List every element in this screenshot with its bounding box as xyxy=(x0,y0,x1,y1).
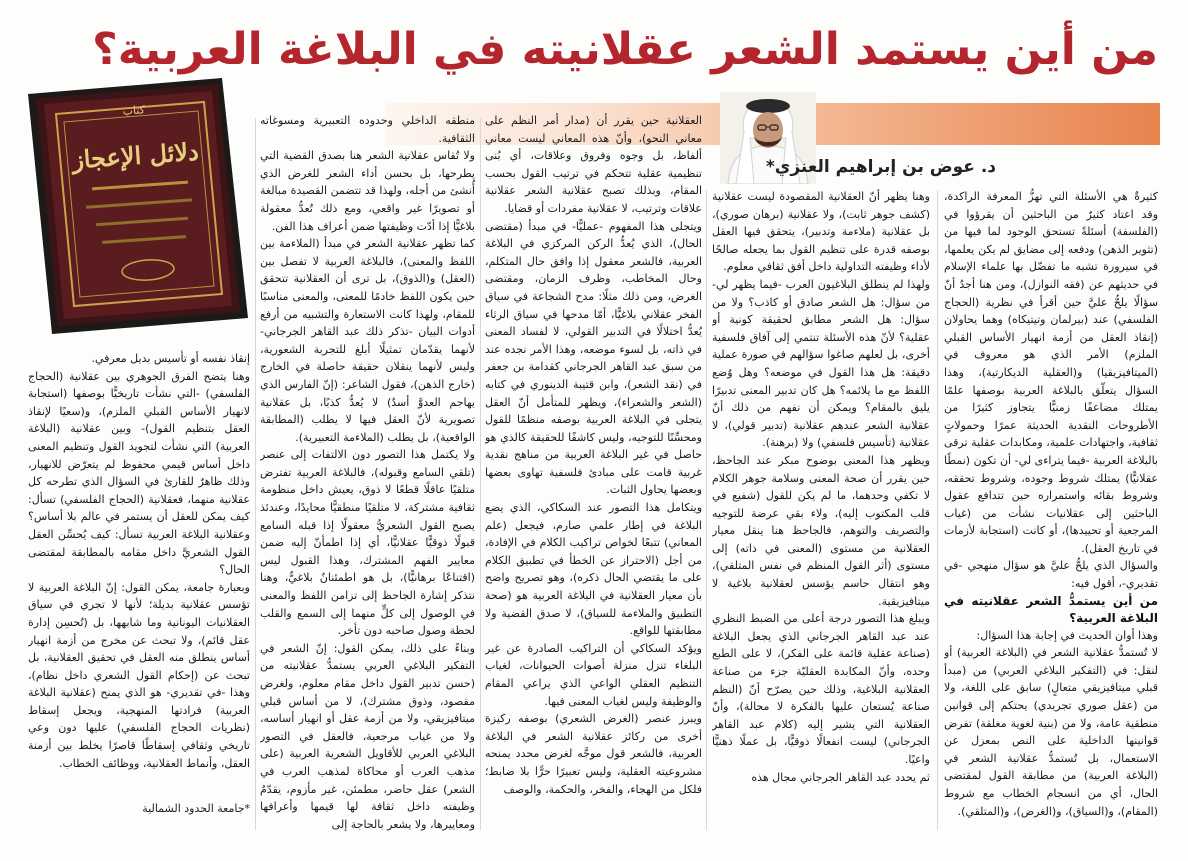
paragraph: ويؤكد السكاكي أن التراكيب الصادرة عن غير البلغاء تنزل منزلة أصوات الحيوانات، لغياب التنظيم العقلي الواعي الذي يراعي المقام والوظيفة وليس لغياب المعنى فيها. xyxy=(485,641,702,708)
paragraph: ثم يحدد عبد القاهر الجرجاني مجال هذه xyxy=(751,770,930,784)
headline: من أين يستمد الشعر عقلانيته في البلاغة العربية؟ xyxy=(92,24,1158,75)
column-divider xyxy=(255,118,256,830)
paragraph: وهنا يتضح الفرق الجوهري بين عقلانية (الحجاج الفلسفي) -التي نشأت تاريخيًّا بوصفها (استجابة لانهيار الأساس القبلي الملزم)، و(سعيًا لإنقاذ العقل بتنظيم القول)- وبين عقلانية (البلاغة العربية) التي نشأت لتجويد القول وتنظيم المعنى داخل أساس قيمي محفوظ لم يتعرّض للانهيار، وذلك ظاهرٌ للقارئ في السؤال الذي تطرحه كل عقلانية منهما، فعقلانية (الحجاج الفلسفي) تسأل: كيف يمكن للعقل أن يستمر في عالم بلا أساس؟ وعقلانية البلاغة العربية تسأل: كيف يُحسِّن العقل القول الشعريَّ داخل مقامه بالمطابقة لمقتضى الحال؟ xyxy=(28,369,250,577)
section-subheading: من أين يستمدُّ الشعر عقلانيته في البلاغة العربية؟ xyxy=(944,593,1158,625)
paragraph: كثيرةٌ هي الأسئلة التي تهزُّ المعرفة الراكدة، وقد اعتاد كثيرٌ من الباحثين أن يقرؤوا في (الفلسفة) أسئلةً تستحق الوجود لما فيها من (تثوير الذهن) ودفعه إلى مضايق لم يكن يعلمها، في سيرورة تشبه ما تفضّل بها علماء الإسلام في حديثهم عن (فقه النوازل)، ومن هنا أجدُ أنّ سؤالًا يلحُّ عليَّ حين أقرأ في نظرية (الحجاج الفلسفي) عند (بيرلمان وتيتيكاه) وهما يحاولان (إنقاذ العقل من أزمة انهيار الأساس القبلي الملزم) الأمر الذي هو معروف في (الميتافيزيقيا) و(العقلية الديكارتية)، وهذا السؤال يتعلّق بالبلاغة العربية بوصفها علمًا يمتلك مضاعفًا زمنيًّا يتجاوز كثيرًا من الأطروحات النقدية الحديثة عمرًا وحمولاتٍ ثقافية، واجتهادات علمية، ومكابدات عقلية ترقى بالبلاغة العربية -فيما يتراءى لي- أن تكون (نمطًا عقلانيًّا) يمتلك شروط وجوده، وشروط تحققه، وشروط بقائه واستمراره حين تتدافع عقول الباحثين إلى عقلانيات نشأت من (غياب المرجعية أو تحييدها)، أو كانت (استجابة لأزمات في تاريخ العقل). xyxy=(944,190,1158,555)
paragraph: ولا تُقاس عقلانية الشعر هنا بصدق القضية التي يطرحها، بل بحسن أداء الشعر للغرض الذي أُنشئ من أجله، ولهذا قد تتضمن القصيدة مبالغة أو تصويرًا غير واقعي، ومع ذلك تُعدُّ معقولة بلاغيًّا إذا أدّت وظيفتها ضمن أعراف هذا الفن. xyxy=(260,149,475,233)
article-column-1 xyxy=(944,188,1158,842)
paragraph: ولهذا لم ينطلق البلاغيون العرب -فيما يظهر لي- من سؤال: هل الشعر صادق أو كاذب؟ ولا من سؤال: هل الشعر مطابق لحقيقة كونية أو عقلية؟ لأنّ هذه الأسئلة تنتمي إلى آفاق فلسفية أخرى، بل لعلهم صاغوا سؤالهم في صورة عملية دقيقة: هل هذا القول في موضعه؟ وهل وُضع اللفظ مع ما يلائمه؟ هل كان تدبير المعنى تدبيرًا يليق بالمقام؟ ويمكن أن نفهم من ذلك أنّ عقلانية الشعر عندهم عقلانية (تدبير قولي)، لا عقلانية (تأسيس فلسفي) ولا (برهنة). xyxy=(712,277,930,450)
paragraph: لا تُستمدُّ عقلانية الشعر في (البلاغة العربية) أو لنقل: في (التفكير البلاغي العربي) من (مبدأ قبلي ميتافيزيقي متعالٍ) سابق على اللغة، ولا من (عقل صوري تجريدي) يحتكم إلى قوانين منطقية عامة، ولا من (بنية لغوية مغلقة) تفرض قوانينها الداخلية على النص بمعزل عن الاستعمال، بل تُستمدُّ عقلانية الشعر في (البلاغة العربية) من مطابقة القول لمقتضى الحال، أي من انسجام الخطاب مع شروط (المقام)، و(السياق)، و(الغرض)، و(المتلقي). xyxy=(944,646,1158,818)
paragraph: العقلانية حين يقرر أن (مدار أمر النظم على معاني النحو)، وأنّ هذه المعاني ليست معاني ألفاظ، بل وجوه وفروق وعلاقات، أي بُنى تنظيمية عقلية تتحكم في ترتيب القول بحسب المقام، وبذلك تصبح عقلانية الشعر عقلانية علاقات وترتيب، لا عقلانية مفردات أو قضايا. xyxy=(485,114,702,215)
paragraph: وبناءً على ذلك، يمكن القول: إنّ الشعر في التفكير البلاغي العربي يستمدُّ عقلانيته من (حسن تدبير القول داخل مقام معلوم، ولغرض مقصود، وذوق مشترك)، لا من أساس قبلي ميتافيزيقي، ولا من أزمة عقل أو انهيار أساسه، ولا من غياب مرجعية، فالعقل في التصور البلاغي العربي للأقاويل الشعرية العربية (على مذهب العرب أو محاكاة لمذهب العرب في الشعر) عقل حاضر، مطمئن، غير مأزوم، يقدّمُ وظيفته داخل ثقافة لها قيمها وأعرافها ومعاييرها، ولا يشعر بالحاجة إلى xyxy=(260,641,475,831)
article-column-3 xyxy=(485,112,702,842)
paragraph: ويتجلى هذا المفهوم -عمليًّا- في مبدأ (مقتضى الحال)، الذي يُعدُّ الركن المركزي في البلاغة العربية، فالشعر معقول إذا وافق حال المتكلم، وحال المخاطب، وظرف الزمان، ومقتضى الغرض، ومن ذلك مثلًا: مدح الشجاعة في سياق الفخر عقلاني بلاغيًّا، أمّا مدحها في سياق الرثاء يُعدُّ اختلالًا في التدبير القولي، لا لفساد المعنى في ذاته، بل لسوء موضعه، وهذا الأمر نجده عند من سبق عبد القاهر الجرجاني كقدامة بن جعفر في (نقد الشعر)، وابن قتيبة الدينوري في كتابه (الشعر والشعراء)، ويظهر للمتأمل أنّ العقل يتجلى في البلاغة العربية بوصفه منظمًا للقول ومحسِّنًا للتوجيه، وليس كاشفًا للحقيقة كالذي هو حاصل في غير البلاغة العربية من مناهج نقدية غربية قامت على مبادئ فلسفية تهاوى بعضها وبعضها يحاول الثبات. xyxy=(485,219,702,497)
paragraph: ويظهر هذا المعنى بوضوح مبكر عند الجاحظ، حين يقرر أن صحة المعنى وسلامة جوهر الكلام لا تكفي وحدهما، ما لم يكن للقول (شفيع في قلب المكتوب إليه)، ولاء بقي عرضة للتوجيه والتصريف والتوهم، فالجاحظ هنا ينقل معيار العقلانية من مستوى (المعنى في ذاته) إلى مستوى (أثر القول المنظم في نفس المتلقي)، وهو انتقال حاسم يؤسس لعقلانية بلاغية لا ميتافيزيقية. xyxy=(712,453,930,608)
paragraph: ويبرز عنصر (الغرض الشعري) بوصفه ركيزة أخرى من ركائز عقلانية الشعر في البلاغة العربية، فالشعر قول موجَّه لغرض محدد يمنحه مشروعيته العقلية، وليس تعبيرًا حرًّا بلا ضابط؛ فلكل من الهجاء، والفخر، والحكمة، والوصف xyxy=(485,712,702,796)
column-divider xyxy=(937,190,938,830)
paragraph: وهنا يظهر أنّ العقلانية المقصودة ليست عقلانية (كشف جوهر ثابت)، ولا عقلانية (برهان صوري)، بل عقلانية (ملاءمة وتدبير)، يتحقق فيها العقل بوصفه قدرة على تنظيم القول بما يجعله صالحًا لأداء وظيفته التداولية داخل أفق ثقافي معلوم. xyxy=(712,190,930,274)
book-small-title: كتاب xyxy=(122,103,146,118)
author-name: د. عوض بن إبراهيم العنزي* xyxy=(765,157,996,177)
column-divider xyxy=(706,190,707,830)
article-column-5 xyxy=(28,350,250,830)
book-cover-image xyxy=(22,74,252,336)
paragraph: ويبلغ هذا التصور درجة أعلى من الضبط النظري عند عبد القاهر الجرجاني الذي يجعل البلاغة (صناعة عقلية قائمة على الفكر)، لا على الطبع وحده، وأنّ المكابدة العقليّة جزء من صناعة العقلانية البلاغية، وذلك حين يصرّح أنّ (النظم صناعة يُستعان عليها بالفكرة لا محالة)، وأنّ العقلانية التي يشير إليه (كلام عبد القاهر الجرجاني) ليست انفعالًا ذوقيًّا، بل عملًا ذهنيًّا واعيًا. xyxy=(712,612,930,766)
column-divider xyxy=(480,118,481,830)
paragraph: ويتكامل هذا التصور عند السكاكي، الذي يضع البلاغة في إطار علمي صارم، فيجعل (علم المعاني) تتبعًا لخواص تراكيب الكلام في الإفادة، من أجل (الاحتراز عن الخطأ في تطبيق الكلام على ما يقتضي الحال ذكره)، وهو تصريح واضح بأن معيار العقلانية في البلاغة العربية هو (صحة التطبيق والملاءمة للسياق)، لا صدق القضية ولا مطابقتها للواقع. xyxy=(485,501,702,638)
paragraph: وهذا أوان الحديث في إجابة هذا السؤال: xyxy=(976,628,1158,642)
article-column-4 xyxy=(260,112,475,842)
paragraph: كما تظهر عقلانية الشعر في مبدأ (الملاءمة بين اللفظ والمعنى)، فالبلاغة العربية لا تفصل بين (العقل) و(الذوق)، بل ترى أن العقلانية تتحقق حين يكون اللفظ خادمًا للمعنى، والمعنى مناسبًا للمقام، ولهذا كانت الاستعارة والتشبيه من أرفع أدوات البيان -تذكر ذلك عبد القاهر الجرجاني- لأنهما يقدّمان تمثيلًا أبلغ للتجربة الشعورية، وليس لأنهما ينقلان حقيقة حاصلة في الخارج (خارج الذهن)، فقول الشاعر: (إنّ الفارس الذي يهاجم العدوَّ أسدٌ) لا يُعدُّ كذبًا، بل عقلانية تصويرية لأنّ العقل فيها لا يطلب (المطابقة الواقعية)، بل يطلب (الملاءمة التعبيرية). xyxy=(260,237,475,444)
author-affiliation: *جامعة الحدود الشمالية xyxy=(142,802,250,815)
book-title: دلائل الإعجاز xyxy=(71,136,200,175)
paragraph: ولا يكتمل هذا التصور دون الالتفات إلى عنصر (تلقي السامع وقبوله)، فالبلاغة العربية تفترض متلقيًا عاقلًا قطعًا لا ذوق، يعيش داخل منظومة ثقافية مشتركة، لا متلقيًا منطقيًّا محايدًا، وعندئذ يصبح القول الشعريُّ معقولًا إذا قبله السامع قبولًا ذوقيًّا عقلانيًّا، أي إذا اطمأنّ إليه ضمن معايير الفهم المشترك، وهذا القبول ليس (اقتناعًا برهانيًّا)، بل هو اطمئنانٌ بلاغيٌّ، وهنا نتذكر إشارة الجاحظ إلى تزامن اللفظ والمعنى في الوصول إلى كلٍّ منهما إلى السمع والقلب لحظة وصول صاحبه دون تأخر. xyxy=(260,448,475,638)
paragraph: والسؤال الذي يلحُّ عليَّ هو سؤال منهجي -في تقديري-، أقول فيه: xyxy=(944,559,1158,591)
paragraph: إنقاذ نفسه أو تأسيس بديل معرفي. xyxy=(91,352,250,365)
paragraph: وبعبارة جامعة، يمكن القول: إنّ البلاغة العربية لا تؤسس عقلانية بديلة؛ لأنها لا تجري في سياق العقلانيات اليونانية وما شابهها، بل (تُحسِن إدارة عقل قائم)، ولا تبحث عن مخرج من أزمة انهيار أساس ينطلق منه العقل في تحقيق العقلانية، بل تبحث عن (إحكام القول الشعري داخل نظام)، وهذا -في تقديري- هو الذي يمنح (عقلانية البلاغة العربية) فرادتها المنهجية، ويجعل إسقاط (نظريات الحجاج الفلسفي) عليها دون وعي تاريخي وثقافي إسقاطًا قاصرًا يخلط بين أزمنة العقل، وأنماط العقلانية، ووظائف الخطاب. xyxy=(28,580,250,770)
paragraph: منطقه الداخلي وحدوده التعبيرية ومسوغاته الثقافية. xyxy=(260,114,475,145)
article-column-2 xyxy=(712,188,930,842)
